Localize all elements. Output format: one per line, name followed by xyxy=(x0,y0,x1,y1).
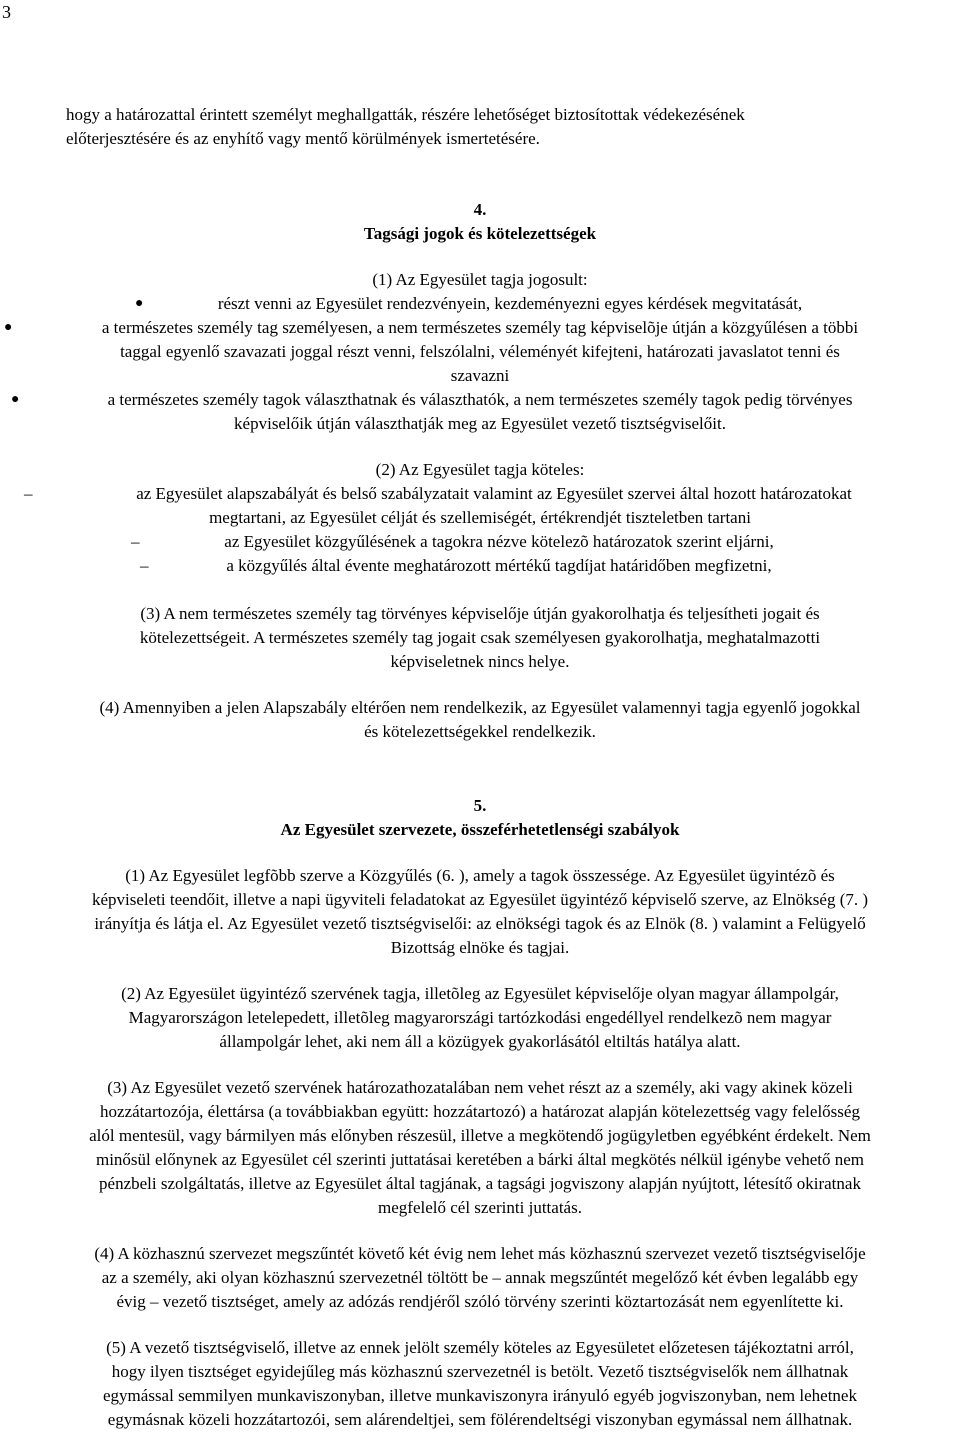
paragraph-line: képviseletnek nincs helye. xyxy=(390,652,570,671)
paragraph-line: megfelelő cél szerinti juttatás. xyxy=(378,1198,582,1217)
paragraph-line: és kötelezettségekkel rendelkezik. xyxy=(364,722,596,741)
bullet-icon: ● xyxy=(11,392,20,407)
list-item-text: a természetes személy tag személyesen, a nem természetes személy tag képviselõje útján a közgyűlésen a többi xyxy=(101,318,859,337)
list-item-text: az Egyesület alapszabályát és belső szabályzatait valamint az Egyesület szervei által hozott határozatokat xyxy=(136,484,852,503)
paragraph-line: kötelezettségeit. A természetes személy tag jogait csak személyesen gyakorolhatja, meghatalmazotti xyxy=(139,628,821,647)
paragraph-line: egymásnak közeli hozzátartozói, sem alárendeltjei, sem fölérendeltségi viszonyban egymással nem állhatnak. xyxy=(107,1410,853,1429)
section-5-title: Az Egyesület szervezete, összeférhetetlenségi szabályok xyxy=(280,820,680,839)
list-item-text: a közgyűlés által évente meghatározott mértékű tagdíjat határidőben megfizetni, xyxy=(226,556,772,575)
list-item-text: képviselőik útján választhatják meg az Egyesület vezető tisztségviselőit. xyxy=(234,414,726,433)
document-body xyxy=(0,103,960,1432)
dash-icon: – xyxy=(140,556,149,575)
paragraph-line: alól mentesül, vagy bármilyen más előnyben részesül, illetve a megkötendő jogügyletben egyébként érdekelt. Nem xyxy=(89,1126,871,1145)
paragraph-line: évig – vezető tisztséget, amely az adózás rendjéről szóló törvény szerinti köztartozását nem egyenlítette ki. xyxy=(116,1292,844,1311)
list-item-text: a természetes személy tagok választhatnak és választhatók, a nem természetes személy tagok pedig törvényes xyxy=(107,390,853,409)
paragraph-line: (2) Az Egyesület ügyintéző szervének tagja, illetõleg az Egyesület képviselője olyan magyar állampolgár, xyxy=(121,984,839,1003)
bullet-icon: ● xyxy=(4,320,13,335)
list-item xyxy=(0,530,960,554)
intro-line: hogy a határozattal érintett személyt meghallgatták, részére lehetőséget biztosítottak védekezésének xyxy=(66,105,745,124)
list-item-text: megtartani, az Egyesület célját és szellemiségét, értékrendjét tiszteletben tartani xyxy=(209,508,751,527)
list-item-text: szavazni xyxy=(450,366,510,385)
paragraph-line: hozzátartozója, élettársa (a továbbiakban együtt: hozzátartozó) a határozat alapján kötelezettség vagy felelősség xyxy=(100,1102,860,1121)
list-item xyxy=(0,292,960,316)
section-4-title: Tagsági jogok és kötelezettségek xyxy=(363,224,597,243)
paragraph-line: irányítja és látja el. Az Egyesület vezető tisztségviselői: az elnökségi tagok és az Elnök (8. ) valamint a Felügyelő xyxy=(94,914,866,933)
list-item-text: részt venni az Egyesület rendezvényein, kezdeményezni egyes kérdések megvitatását, xyxy=(217,294,803,313)
list-item xyxy=(0,482,960,530)
s5-paragraph-2 xyxy=(0,982,960,1054)
list-item xyxy=(0,388,960,436)
paragraph-3 xyxy=(0,602,960,674)
paragraph-line: képviseleti teendőit, illetve a napi ügyviteli feladatokat az Egyesület ügyintéző képviselő szerve, az Elnökség (7. ) xyxy=(91,890,869,909)
paragraph-line: (5) A vezető tisztségviselő, illetve az ennek jelölt személy köteles az Egyesületet előzetesen tájékoztatni arról, xyxy=(106,1338,854,1357)
paragraph-line: az a személy, aki olyan közhasznú szervezetnél töltött be – annak megszűntét megelőző két évben legalább egy xyxy=(101,1268,859,1287)
list-item-text: taggal egyenlő szavazati joggal részt venni, felszólalni, véleményét kifejteni, határozati javaslatot tenni és xyxy=(120,342,840,361)
paragraph-line: állampolgár lehet, aki nem áll a közügyek gyakorlásától eltiltás hatálya alatt. xyxy=(219,1032,741,1051)
dash-icon: – xyxy=(24,484,33,503)
paragraph-line: (4) Amennyiben a jelen Alapszabály eltérően nem rendelkezik, az Egyesület valamennyi tagja egyenlő jogokkal xyxy=(99,698,861,717)
dash-icon: – xyxy=(131,532,140,551)
paragraph-line: (4) A közhasznú szervezet megszűntét követő két évig nem lehet más közhasznú szervezet vezető tisztségviselője xyxy=(94,1244,866,1263)
list-item xyxy=(0,316,960,388)
paragraph-line: (1) Az Egyesület legfõbb szerve a Közgyűlés (6. ), amely a tagok összessége. Az Egyesület ügyintézõ és xyxy=(125,866,835,885)
intro-line: előterjesztésére és az enyhítő vagy mentő körülmények ismertetésére. xyxy=(66,129,540,148)
s5-paragraph-1 xyxy=(0,864,960,960)
section-4-number: 4. xyxy=(473,200,487,219)
rights-heading: (1) Az Egyesület tagja jogosult: xyxy=(372,270,588,289)
paragraph-4 xyxy=(0,696,960,744)
paragraph-line: hogy ilyen tisztséget egyidejűleg más közhasznú szervezetnél is betölt. Vezető tisztségviselők nem állhatnak xyxy=(111,1362,849,1381)
paragraph-line: Bizottság elnöke és tagjai. xyxy=(390,938,570,957)
rights-list xyxy=(0,292,960,436)
paragraph-line: pénzbeli szolgáltatás, illetve az Egyesület által tagjának, a tagsági jogviszony alapján nyújtott, létesítő okiratnak xyxy=(99,1174,861,1193)
paragraph-line: (3) A nem természetes személy tag törvényes képviselője útján gyakorolhatja és teljesítheti jogait és xyxy=(140,604,820,623)
s5-paragraph-4 xyxy=(0,1242,960,1314)
section-5-number: 5. xyxy=(473,796,487,815)
paragraph-line: egymással semmilyen munkaviszonyban, illetve munkaviszonyra irányuló egyéb jogviszonyban, nem lehetnek xyxy=(103,1386,857,1405)
s5-paragraph-5 xyxy=(0,1336,960,1432)
list-item-text: az Egyesület közgyűlésének a tagokra nézve kötelezõ határozatok szerint eljárni, xyxy=(224,532,774,551)
paragraph-line: Magyarországon letelepedett, illetõleg magyarországi tartózkodási engedéllyel rendelkezõ nem magyar xyxy=(128,1008,832,1027)
paragraph-line: minősül előnynek az Egyesület cél szerinti juttatásai keretében a bárki által megkötés nélkül igénybe vehető nem xyxy=(95,1150,865,1169)
page-number: 3 xyxy=(2,2,11,22)
bullet-icon: ● xyxy=(135,296,144,311)
duties-list xyxy=(0,482,960,578)
s5-paragraph-3 xyxy=(0,1076,960,1220)
list-item xyxy=(0,554,960,578)
duties-heading: (2) Az Egyesület tagja köteles: xyxy=(375,460,585,479)
paragraph-line: (3) Az Egyesület vezető szervének határozathozatalában nem vehet részt az a személy, aki vagy akinek közeli xyxy=(107,1078,853,1097)
